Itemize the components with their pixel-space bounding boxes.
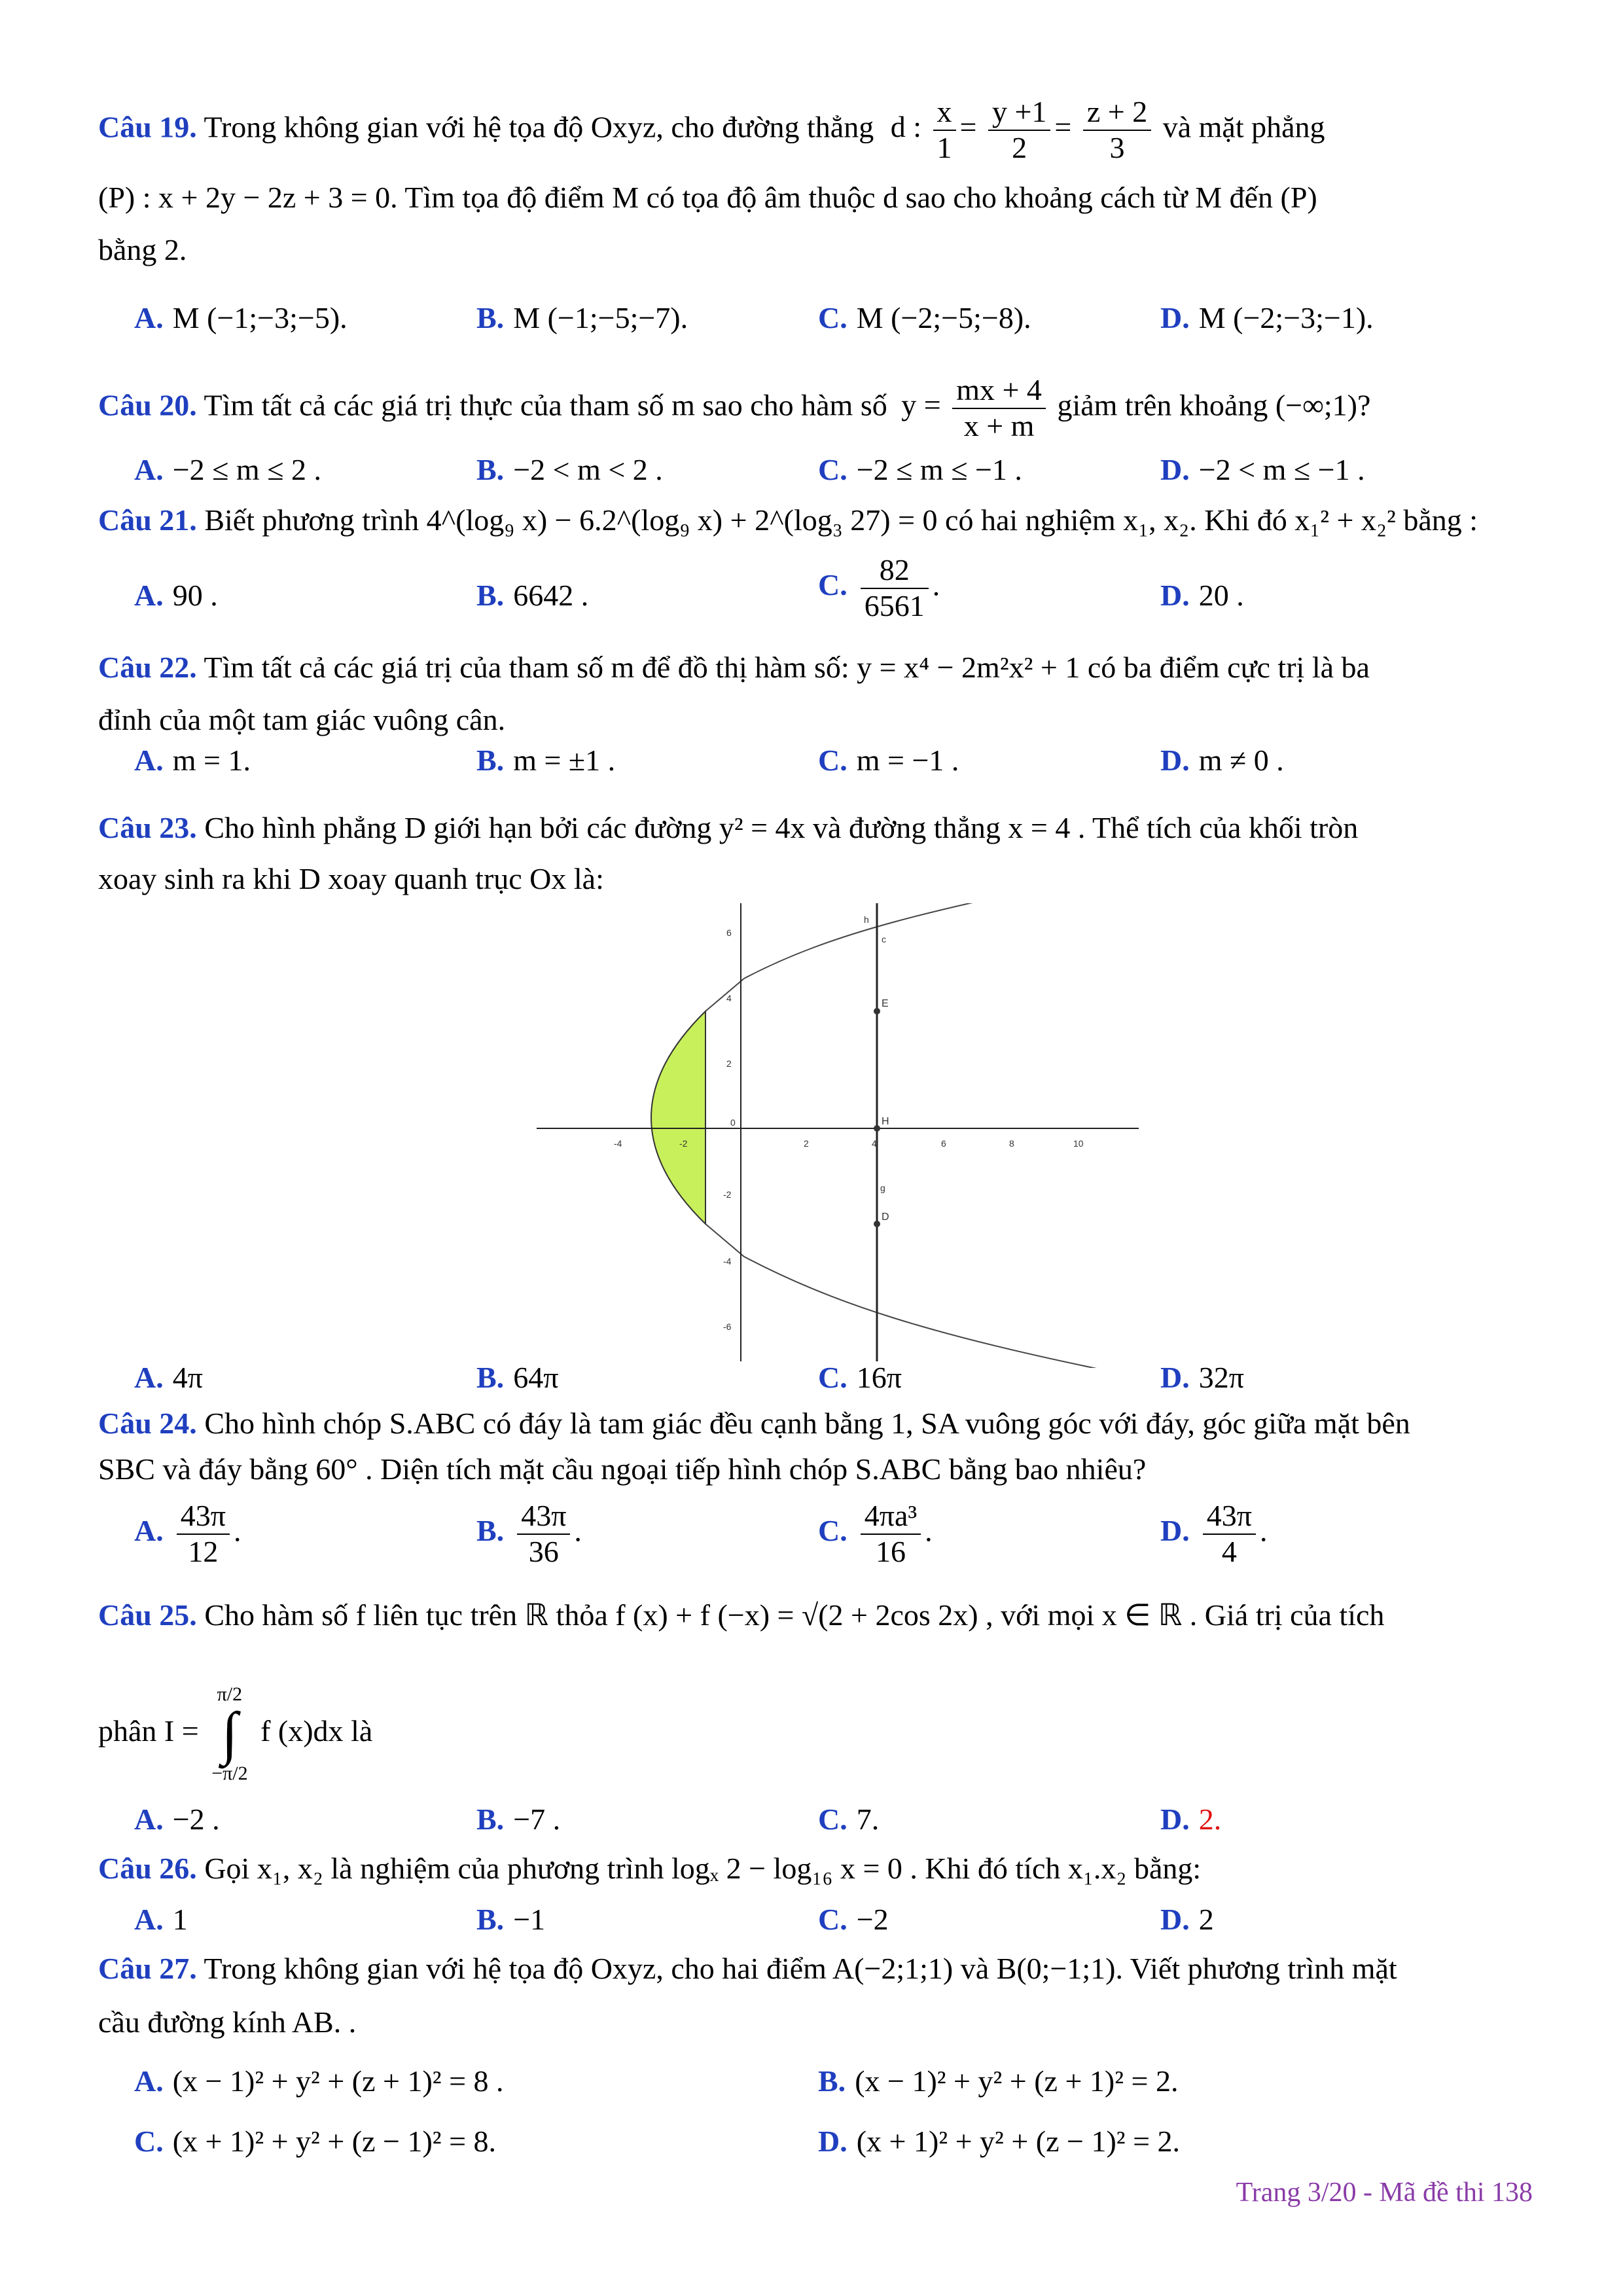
q21-option-c: C. $\frac{82}{6561}$ . <box>818 553 940 622</box>
q21-option-d: D. 20 . <box>1160 579 1244 612</box>
y-tick-label: 4 <box>726 993 732 1003</box>
origin-label: 0 <box>730 1117 736 1128</box>
point-label: D <box>882 1211 889 1223</box>
q26-option-d: D. 2 <box>1160 1903 1214 1936</box>
integral-sign: π/2 ∫ −π/2 <box>211 1683 248 1785</box>
q24-option-c: C. $\frac{\text{4πa³}}{16}$ . <box>818 1499 933 1568</box>
x-tick-label: -2 <box>679 1138 688 1149</box>
x-tick-label: 10 <box>1073 1138 1084 1149</box>
parabola-lower <box>705 1224 1126 1368</box>
q23-option-c: C. 16π <box>818 1361 902 1394</box>
question-19: Câu 19. Trong không gian với hệ tọa độ Oxyz, cho đường thẳng d : $\frac{x}{1}$ = $\frac{y +1}{2}$ = $\frac{z + 2}{3}$ và mặt phẳng <box>98 95 1325 164</box>
shaded-region <box>651 1011 705 1224</box>
q27-option-d: D. (x + 1)² + y² + (z − 1)² = 2. <box>818 2125 1181 2158</box>
question-number: Câu 19. <box>98 110 197 144</box>
q26-option-b: B. −1 <box>476 1903 546 1936</box>
q22-option-a: A. m = 1. <box>134 744 251 777</box>
question-number: Câu 24. <box>98 1407 197 1440</box>
question-text: Tìm tất cả các giá trị thực của tham số m sao cho hàm số <box>204 388 887 422</box>
line-d-label: d : <box>890 110 921 144</box>
question-24-line-2: SBC và đáy bằng 60° . Diện tích mặt cầu ngoại tiếp hình chóp S.ABC bằng bao nhiêu? <box>98 1452 1147 1486</box>
question-23 <box>98 802 1531 854</box>
q25-option-b: B. −7 . <box>476 1803 561 1836</box>
point-d <box>874 1221 880 1227</box>
question-21 <box>98 494 1531 547</box>
question-25 <box>98 1589 1531 1641</box>
x-tick-label: -4 <box>614 1138 622 1149</box>
question-number: Câu 23. <box>98 811 197 844</box>
q25-option-c: C. 7. <box>818 1803 880 1836</box>
q20-option-d: D. −2 < m ≤ −1 . <box>1160 453 1365 486</box>
question-19-line-2: (P) : x + 2y − 2z + 3 = 0. Tìm tọa độ điểm M có tọa độ âm thuộc d sao cho khoảng cách từ M đến (P) <box>98 181 1317 214</box>
q27-option-b: B. (x − 1)² + y² + (z + 1)² = 2. <box>818 2064 1179 2098</box>
question-26 <box>98 1842 1531 1895</box>
q22-option-b: B. m = ±1 . <box>476 744 616 777</box>
y-tick-label: 6 <box>726 927 732 938</box>
question-text-2: giảm trên khoảng (−∞;1)? <box>1057 388 1371 422</box>
x-tick-label: 8 <box>1009 1138 1014 1149</box>
question-text: Trong không gian với hệ tọa độ Oxyz, cho đường thẳng <box>204 110 874 144</box>
page-footer: Trang 3/20 - Mã đề thi 138 <box>1236 2178 1533 2208</box>
point-label: g <box>880 1183 885 1193</box>
y-tick-label: -6 <box>723 1321 732 1332</box>
question-19-line-3: bằng 2. <box>98 233 187 266</box>
question-22-line-2: đỉnh của một tam giác vuông cân. <box>98 703 506 736</box>
question-text: Trong không gian với hệ tọa độ Oxyz, cho hai điểm A(−2;1;1) và B(0;−1;1). Viết phương trình mặt <box>204 1952 1397 1985</box>
q20-option-a: A. −2 ≤ m ≤ 2 . <box>134 453 321 486</box>
q25-option-d: D. 2. <box>1160 1803 1222 1836</box>
y-tick-label: -2 <box>723 1189 732 1200</box>
fraction-y: $\frac{y +1}{2}$ <box>988 95 1050 166</box>
q24-option-a: A. $\frac{43\pi}{12}$ . <box>134 1499 241 1568</box>
parabola-graph <box>537 903 1139 1368</box>
fraction-answer: $\frac{82}{6561}$ <box>861 553 929 624</box>
question-text: Tìm tất cả các giá trị của tham số m để đồ thị hàm số: y = x⁴ − 2m²x² + 1 có ba điểm cực trị là ba <box>204 651 1370 684</box>
question-27 <box>98 1943 1531 1995</box>
question-text-2: và mặt phẳng <box>1162 110 1325 144</box>
q22-option-d: D. m ≠ 0 . <box>1160 744 1284 777</box>
q21-option-a: A. 90 . <box>134 579 218 612</box>
question-20: Câu 20. Tìm tất cả các giá trị thực của tham số m sao cho hàm số y = $\frac{mx + 4}{x + m}$ giảm trên khoảng (−∞;1)? <box>98 373 1371 442</box>
question-text: Cho hình chóp S.ABC có đáy là tam giác đều cạnh bằng 1, SA vuông góc với đáy, góc giữa mặt bên <box>204 1407 1410 1440</box>
parabola-upper <box>744 903 1126 978</box>
q27-option-a: A. (x − 1)² + y² + (z + 1)² = 8 . <box>134 2064 504 2098</box>
point-label: E <box>882 998 889 1009</box>
q20-option-b: B. −2 < m < 2 . <box>476 453 663 486</box>
point-e <box>874 1008 880 1014</box>
question-25-line-2: phân I = π/2 ∫ −π/2 f (x)dx là <box>98 1683 373 1785</box>
question-22 <box>98 641 1531 694</box>
x-tick-label: 6 <box>941 1138 946 1149</box>
point-label: h <box>864 914 869 925</box>
q20-option-c: C. −2 ≤ m ≤ −1 . <box>818 453 1022 486</box>
fraction-z: $\frac{z + 2}{3}$ <box>1083 95 1151 166</box>
x-tick-label: 2 <box>804 1138 809 1149</box>
fraction-x: $\frac{x}{1}$ <box>933 95 956 166</box>
question-number: Câu 22. <box>98 651 197 684</box>
q24-option-d: D. $\frac{43\pi}{4}$ . <box>1160 1499 1268 1568</box>
point-h <box>874 1125 880 1132</box>
q19-option-c: C. M (−2;−5;−8). <box>818 301 1031 334</box>
question-24 <box>98 1401 1531 1446</box>
q19-option-b: B. M (−1;−5;−7). <box>476 301 688 334</box>
q21-option-b: B. 6642 . <box>476 579 589 612</box>
x-tick-label: 4 <box>872 1138 877 1149</box>
q26-option-a: A. 1 <box>134 1903 188 1936</box>
question-number: Câu 26. <box>98 1852 197 1885</box>
q23-option-b: B. 64π <box>476 1361 559 1394</box>
question-27-line-2: cầu đường kính AB. . <box>98 2005 357 2039</box>
question-text: Cho hình phẳng D giới hạn bởi các đường y² = 4x và đường thẳng x = 4 . Thể tích của khối tròn <box>204 811 1359 844</box>
q26-option-c: C. −2 <box>818 1903 889 1936</box>
y-tick-label: 2 <box>726 1058 732 1069</box>
point-label: H <box>882 1116 889 1127</box>
point-label: c <box>882 934 886 944</box>
q27-option-c: C. (x + 1)² + y² + (z − 1)² = 8. <box>134 2125 497 2158</box>
q22-option-c: C. m = −1 . <box>818 744 959 777</box>
question-23-line-2: xoay sinh ra khi D xoay quanh trục Ox là: <box>98 862 604 895</box>
q24-option-b: B. $\frac{43\pi}{36}$ . <box>476 1499 582 1568</box>
q23-option-a: A. 4π <box>134 1361 203 1394</box>
q19-option-a: A. M (−1;−3;−5). <box>134 301 348 334</box>
q19-option-d: D. M (−2;−3;−1). <box>1160 301 1374 334</box>
fraction-function: $\frac{mx + 4}{x + m}$ <box>952 373 1046 444</box>
question-text: Cho hàm số f liên tục trên ℝ thỏa f (x) + f (−x) = √(2 + 2cos 2x) , với mọi x ∈ ℝ . Giá trị của tích <box>204 1598 1385 1632</box>
question-number: Câu 27. <box>98 1952 197 1985</box>
question-number: Câu 25. <box>98 1598 197 1632</box>
question-number: Câu 21. <box>98 503 197 537</box>
q25-option-a: A. −2 . <box>134 1803 220 1836</box>
question-number: Câu 20. <box>98 388 197 422</box>
y-tick-label: -4 <box>723 1256 732 1266</box>
q23-option-d: D. 32π <box>1160 1361 1244 1394</box>
question-text: Gọi x₁, x₂ là nghiệm của phương trình logₓ 2 − log₁₆ x = 0 . Khi đó tích x₁.x₂ bằng: <box>204 1852 1202 1885</box>
question-text: Biết phương trình 4^(log₉ x) − 6.2^(log₉ x) + 2^(log₃ 27) = 0 có hai nghiệm x₁, x₂. Khi đó x₁² + x₂² bằng : <box>204 503 1478 537</box>
